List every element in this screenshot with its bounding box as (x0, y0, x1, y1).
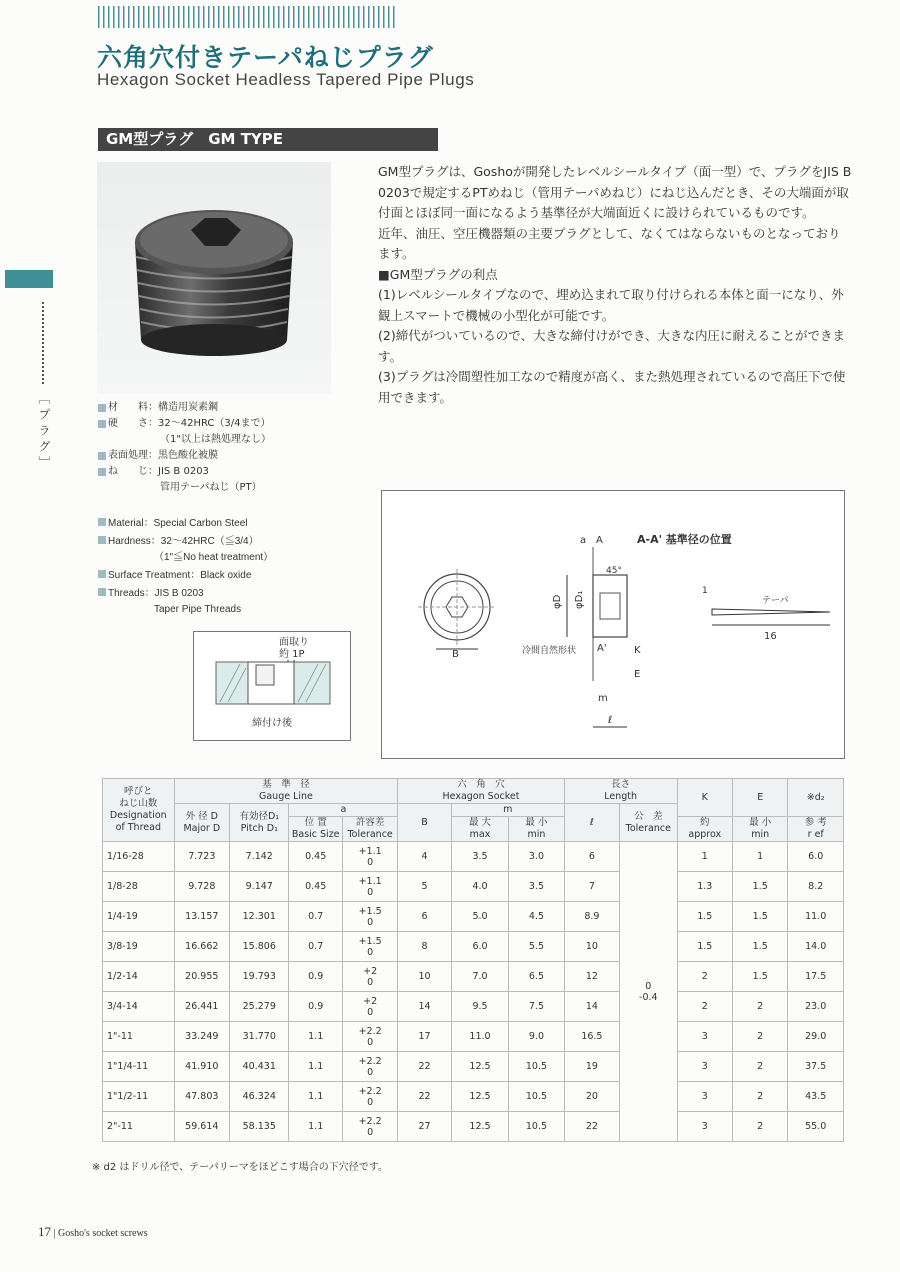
table-cell: 4.0 (451, 872, 508, 902)
table-body (103, 842, 844, 1142)
page-footer: 17 | Gosho's socket screws (38, 1224, 148, 1239)
table-cell: 0.9 (289, 962, 342, 992)
section-heading: GM型プラグ GM TYPE (98, 128, 438, 151)
spec-note: （1"≦No heat treatment） (154, 552, 274, 563)
table-cell: 22 (398, 1052, 451, 1082)
col-header-m: m (451, 804, 564, 817)
col-header-min: 最 小 min (509, 817, 564, 842)
table-cell: +1.5 0 (342, 902, 397, 932)
table-cell: +2 0 (342, 992, 397, 1022)
dim-label: 16 (764, 631, 777, 642)
table-row (103, 1022, 844, 1052)
table-cell: 58.135 (230, 1112, 289, 1142)
table-cell: 9.5 (451, 992, 508, 1022)
spec-value: Material：Special Carbon Steel (108, 518, 248, 529)
side-dotted-line (42, 302, 44, 384)
table-cell: 10.5 (509, 1082, 564, 1112)
dim-label: B (452, 649, 459, 660)
col-header-B: B (398, 804, 451, 842)
dim-label: K (634, 645, 641, 656)
spec-table (102, 778, 844, 1142)
table-cell: 2 (732, 1022, 787, 1052)
table-cell: 8 (398, 932, 451, 962)
table-cell: 12.5 (451, 1082, 508, 1112)
table-cell: 46.324 (230, 1082, 289, 1112)
dimension-diagram (381, 490, 845, 759)
advantages-heading: ■GM型プラグの利点 (378, 266, 498, 282)
col-header-tol: 許容差 Tolerance (342, 817, 397, 842)
table-cell: +2.2 0 (342, 1112, 397, 1142)
table-cell: 1 (732, 842, 787, 872)
table-cell: 13.157 (174, 902, 229, 932)
table-cell: 27 (398, 1112, 451, 1142)
table-cell: 8.9 (564, 902, 619, 932)
table-cell: 31.770 (230, 1022, 289, 1052)
col-header-d2ref: 参 考 r ef (788, 817, 844, 842)
spec-label: 材 料： (108, 402, 158, 413)
description-paragraph: GM型プラグは、Goshoが開発したレベルシールタイプ（面一型）で、プラグをJIS B 0203で規定するPTめねじ（管用テーパめねじ）にねじ込んだとき、その大端面が取付面とほぼ同一面になるよう基準径が大端面近くに設けられているものです。 (378, 164, 852, 220)
table-cell: 12.5 (451, 1052, 508, 1082)
table-cell: 9.0 (509, 1022, 564, 1052)
table-cell: 6 (564, 842, 619, 872)
diagram-label: 約 1P (279, 649, 305, 660)
header-text: 長さ (611, 779, 631, 790)
spec-label: ね じ： (108, 466, 158, 477)
side-tab-marker (5, 270, 53, 288)
table-cell: 6.0 (788, 842, 844, 872)
table-row (103, 902, 844, 932)
spec-label: 硬 さ： (108, 418, 158, 429)
bullet-square (98, 518, 106, 526)
table-cell: 2 (732, 1082, 787, 1112)
table-cell: 1.5 (732, 962, 787, 992)
table-cell: 9.728 (174, 872, 229, 902)
table-row (103, 1112, 844, 1142)
table-cell: 0.45 (289, 842, 342, 872)
table-cell: 7.142 (230, 842, 289, 872)
table-cell: 20 (564, 1082, 619, 1112)
table-cell: 59.614 (174, 1112, 229, 1142)
header-text: Hexagon Socket (442, 791, 520, 802)
col-header-Emin: 最 小 min (732, 817, 787, 842)
table-cell: 3 (677, 1022, 732, 1052)
spec-note: Taper Pipe Threads (154, 604, 242, 615)
dim-label: A (596, 535, 603, 546)
bullet-square (98, 420, 106, 428)
table-cell: 8.2 (788, 872, 844, 902)
table-cell: 41.910 (174, 1052, 229, 1082)
table-cell: 3.0 (509, 842, 564, 872)
length-tolerance-cell: 0 -0.4 (620, 842, 677, 1142)
table-cell: +1.5 0 (342, 932, 397, 962)
table-cell: +2 0 (342, 962, 397, 992)
table-cell: +2.2 0 (342, 1022, 397, 1052)
advantage-item: (2)締代がついているので、大きな締付けができ、大きな内圧に耐えることができます。 (378, 328, 845, 364)
header-text: 呼びと ねじ山数 (119, 786, 158, 809)
table-cell: 5.5 (509, 932, 564, 962)
table-cell: +2.2 0 (342, 1082, 397, 1112)
dim-label: 1 (702, 586, 708, 596)
table-row (103, 962, 844, 992)
page-subtitle: Hexagon Socket Headless Tapered Pipe Plugs (97, 70, 475, 89)
diagram-label: 締付け後 (252, 718, 292, 729)
table-cell: 1.5 (677, 902, 732, 932)
table-cell: 3 (677, 1112, 732, 1142)
table-cell: 2 (732, 1112, 787, 1142)
table-row (103, 872, 844, 902)
spec-note: 管用テーパねじ（PT） (160, 482, 262, 493)
bullet-square (98, 570, 106, 578)
table-cell: 19 (564, 1052, 619, 1082)
dim-label: 45° (606, 566, 622, 576)
table-cell: 12.301 (230, 902, 289, 932)
col-header-pitchD: 有効径D₁ Pitch D₁ (230, 804, 289, 842)
table-cell: +2.2 0 (342, 1052, 397, 1082)
col-header-gauge (174, 779, 398, 804)
table-cell: 2 (732, 992, 787, 1022)
bullet-square (98, 452, 106, 460)
bullet-square (98, 588, 106, 596)
table-cell: 23.0 (788, 992, 844, 1022)
diagram-title: A-A' 基準径の位置 (637, 533, 732, 546)
footnote: ※ d2 はドリル径で、テーパリーマをほどこす場合の下穴径です。 (92, 1162, 388, 1173)
table-cell: 1/4-19 (103, 902, 175, 932)
col-header-length (564, 779, 677, 804)
table-cell: 40.431 (230, 1052, 289, 1082)
table-cell: 2 (677, 992, 732, 1022)
table-cell: 7.5 (509, 992, 564, 1022)
table-cell: 3 (677, 1082, 732, 1112)
table-cell: 6 (398, 902, 451, 932)
header-text: 基 準 径 (262, 779, 310, 790)
table-cell: 1"-11 (103, 1022, 175, 1052)
dim-label: a (580, 535, 587, 546)
col-header-Kapprox: 約 approx (677, 817, 732, 842)
product-photo (97, 162, 331, 394)
table-row (103, 842, 844, 872)
advantage-item: (3)プラグは冷間塑性加工なので精度が高く、また熱処理されているので高圧下で使用できます。 (378, 369, 846, 405)
table-cell: 0.7 (289, 902, 342, 932)
spec-value: 32～42HRC（3/4まで） (158, 418, 271, 429)
table-row (103, 1082, 844, 1112)
table-cell: 11.0 (788, 902, 844, 932)
table-cell: 10 (398, 962, 451, 992)
table-cell: 5.0 (451, 902, 508, 932)
table-cell: 43.5 (788, 1082, 844, 1112)
table-cell: 1.5 (732, 872, 787, 902)
table-row (103, 992, 844, 1022)
table-cell: 1/2-14 (103, 962, 175, 992)
table-cell: 0.45 (289, 872, 342, 902)
dim-label: ℓ (608, 715, 613, 726)
table-cell: 1 (677, 842, 732, 872)
table-cell: 17.5 (788, 962, 844, 992)
table-cell: 1"1/4-11 (103, 1052, 175, 1082)
table-cell: 12 (564, 962, 619, 992)
pipe-plug-image (97, 162, 331, 394)
spec-value: 構造用炭素鋼 (158, 402, 218, 413)
table-cell: 3/8-19 (103, 932, 175, 962)
table-cell: 10 (564, 932, 619, 962)
table-cell: 19.793 (230, 962, 289, 992)
table-cell: 2 (732, 1052, 787, 1082)
header-stripes (98, 6, 395, 28)
dim-label: m (598, 693, 608, 704)
side-label: ［プラグ］ (37, 392, 51, 472)
specs-jp (98, 400, 271, 496)
dim-label: 冷間自然形状 (522, 646, 577, 656)
table-cell: 9.147 (230, 872, 289, 902)
dim-label: φD (552, 594, 563, 609)
page-number: 17 (38, 1224, 51, 1239)
table-cell: 12.5 (451, 1112, 508, 1142)
description-paragraph: 近年、油圧、空圧機器類の主要プラグとして、なくてはならないものとなっております。 (378, 225, 841, 261)
table-cell: 1.5 (732, 902, 787, 932)
spec-value: JIS B 0203 (158, 466, 209, 477)
col-header-E: E (732, 779, 787, 817)
table-cell: 6.0 (451, 932, 508, 962)
dim-label: テーパ (762, 596, 789, 606)
spec-value: Threads：JIS B 0203 (108, 588, 204, 599)
table-cell: 3.5 (451, 842, 508, 872)
table-cell: 14 (564, 992, 619, 1022)
table-cell: 1.1 (289, 1082, 342, 1112)
table-cell: 11.0 (451, 1022, 508, 1052)
col-header-basic: 位 置 Basic Size (289, 817, 342, 842)
table-cell: 0.9 (289, 992, 342, 1022)
footer-text: Gosho's socket screws (58, 1228, 148, 1239)
table-cell: 1/16-28 (103, 842, 175, 872)
table-cell: 4 (398, 842, 451, 872)
diagram-label: 面取り (279, 637, 309, 648)
col-header-a: a (289, 804, 398, 817)
table-cell: 22 (398, 1082, 451, 1112)
col-header-majorD: 外 径 D Major D (174, 804, 229, 842)
header-text: 六 角 穴 (457, 779, 505, 790)
table-cell: +1.1 0 (342, 872, 397, 902)
col-header-designation (103, 779, 175, 842)
table-cell: 1"1/2-11 (103, 1082, 175, 1112)
spec-note: （1"以上は熱処理なし） (160, 434, 271, 445)
table-cell: 1.3 (677, 872, 732, 902)
table-cell: 2 (677, 962, 732, 992)
col-header-max: 最 大 max (451, 817, 508, 842)
col-header-l: ℓ (564, 804, 619, 842)
table-cell: 1.5 (732, 932, 787, 962)
table-cell: 17 (398, 1022, 451, 1052)
col-header-ltol: 公 差 Tolerance (620, 804, 677, 842)
specs-en (98, 514, 273, 618)
header-text: Length (604, 791, 637, 802)
table-cell: 25.279 (230, 992, 289, 1022)
page-title: 六角穴付きテーパねじプラグ (97, 43, 434, 72)
table-cell: 33.249 (174, 1022, 229, 1052)
table-cell: 55.0 (788, 1112, 844, 1142)
bullet-square (98, 404, 106, 412)
table-cell: 1.5 (677, 932, 732, 962)
spec-value: Hardness：32～42HRC（≦3/4） (108, 536, 259, 547)
table-cell: 3.5 (509, 872, 564, 902)
table-row (103, 932, 844, 962)
spec-value: 黒色酸化被膜 (158, 450, 218, 461)
table-cell: 1.1 (289, 1052, 342, 1082)
table-cell: 15.806 (230, 932, 289, 962)
table-cell: 6.5 (509, 962, 564, 992)
dim-label: E (634, 669, 641, 680)
table-cell: 10.5 (509, 1052, 564, 1082)
header-text: Designation of Thread (109, 810, 167, 833)
description (378, 162, 852, 408)
dim-label: φD₁ (574, 590, 585, 609)
table-cell: 16.5 (564, 1022, 619, 1052)
table-cell: 26.441 (174, 992, 229, 1022)
table-cell: 22 (564, 1112, 619, 1142)
table-cell: +1.1 0 (342, 842, 397, 872)
col-header-hex (398, 779, 564, 804)
table-cell: 7 (564, 872, 619, 902)
table-cell: 14 (398, 992, 451, 1022)
col-header-K: K (677, 779, 732, 817)
table-cell: 37.5 (788, 1052, 844, 1082)
table-cell: 5 (398, 872, 451, 902)
table-cell: 47.803 (174, 1082, 229, 1112)
installed-diagram (193, 631, 351, 741)
table-cell: 0.7 (289, 932, 342, 962)
table-cell: 7.0 (451, 962, 508, 992)
bullet-square (98, 468, 106, 476)
spec-label: 表面処理： (108, 450, 158, 461)
table-cell: 10.5 (509, 1112, 564, 1142)
table-cell: 3/4-14 (103, 992, 175, 1022)
bullet-square (98, 536, 106, 544)
table-cell: 3 (677, 1052, 732, 1082)
table-cell: 7.723 (174, 842, 229, 872)
table-cell: 1.1 (289, 1112, 342, 1142)
table-cell: 1.1 (289, 1022, 342, 1052)
dim-label: A' (597, 643, 607, 654)
table-cell: 16.662 (174, 932, 229, 962)
table-cell: 1/8-28 (103, 872, 175, 902)
table-cell: 29.0 (788, 1022, 844, 1052)
col-header-d2: ※d₂ (788, 779, 844, 817)
table-cell: 2"-11 (103, 1112, 175, 1142)
table-row (103, 1052, 844, 1082)
table-cell: 14.0 (788, 932, 844, 962)
header-text: Gauge Line (259, 791, 313, 802)
advantage-item: (1)レベルシールタイプなので、埋め込まれて取り付けられる本体と面一になり、外観上スマートで機械の小型化が可能です。 (378, 287, 844, 323)
table-cell: 20.955 (174, 962, 229, 992)
spec-value: Surface Treatment：Black oxide (108, 570, 252, 581)
table-cell: 4.5 (509, 902, 564, 932)
